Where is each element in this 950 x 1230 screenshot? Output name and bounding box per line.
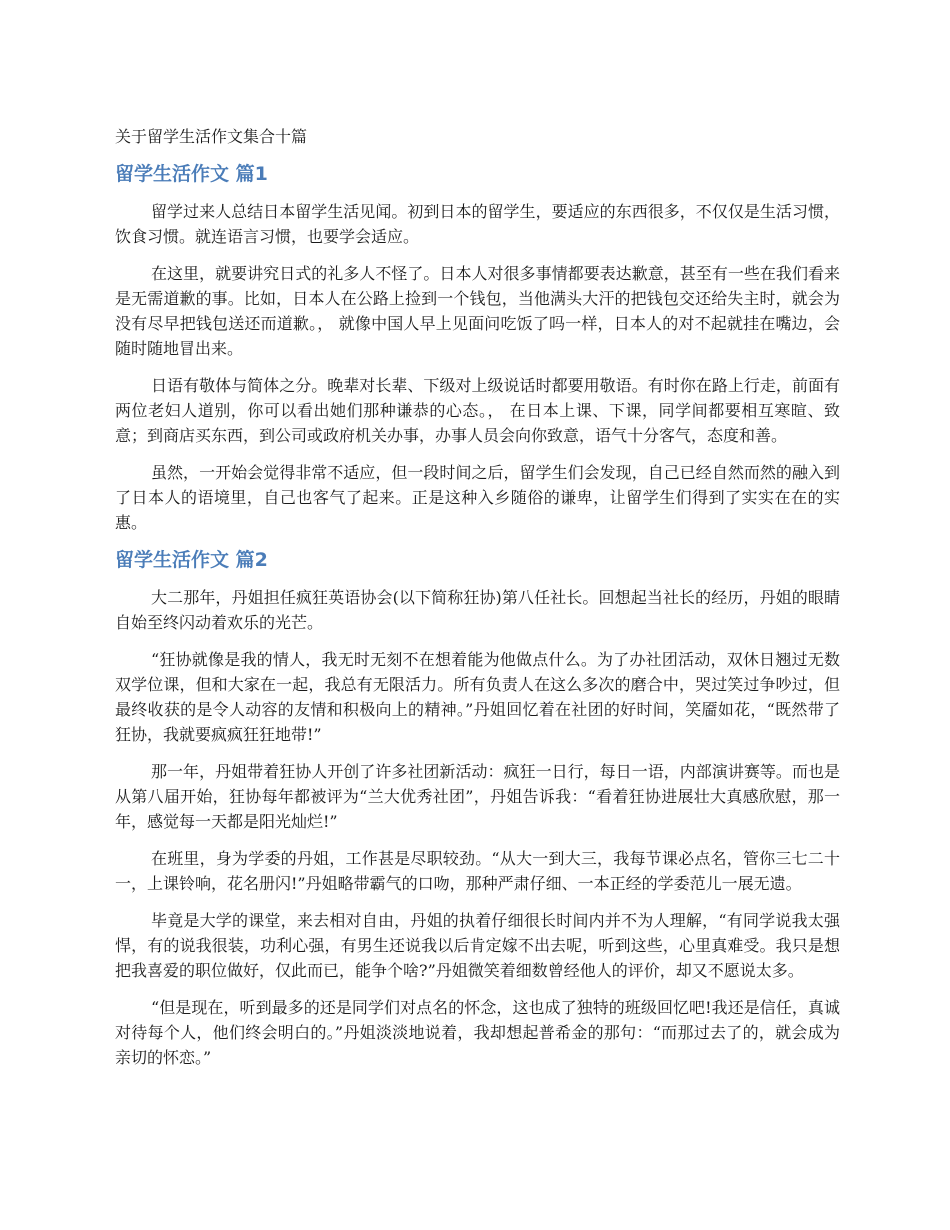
document-title: 关于留学生活作文集合十篇: [115, 127, 308, 146]
section-heading: 留学生活作文 篇1: [115, 163, 268, 185]
paragraph: 在这里，就要讲究日式的礼多人不怪了。日本人对很多事情都要表达歉意，甚至有一些在我们看来是无需道歉的事。比如，日本人在公路上捡到一个钱包，当他满头大汗的把钱包交还给失主时，就会为没有尽早把钱包送还而道歉。， 就像中国人早上见面问吃饭了吗一样，日本人的对不起就挂在嘴边，会随时随地冒出来。: [115, 264, 840, 358]
essay-section-1: [115, 161, 840, 535]
paragraph: 日语有敬体与简体之分。晚辈对长辈、下级对上级说话时都要用敬语。有时你在路上行走，前面有两位老妇人道别，你可以看出她们那种谦恭的心态。， 在日本上课、下课，同学间都要相互寒暄、致意；到商店买东西，到公司或政府机关办事，办事人员会向你致意，语气十分客气，态度和善。: [115, 376, 840, 445]
paragraph: 留学过来人总结日本留学生活见闻。初到日本的留学生，要适应的东西很多，不仅仅是生活习惯，饮食习惯。就连语言习惯，也要学会适应。: [115, 202, 840, 246]
paragraph: 虽然，一开始会觉得非常不适应，但一段时间之后，留学生们会发现，自己已经自然而然的融入到了日本人的语境里，自己也客气了起来。正是这种入乡随俗的谦卑，让留学生们得到了实实在在的实惠。: [115, 463, 840, 532]
essay-section-2: [115, 547, 840, 1070]
paragraph: “但是现在，听到最多的还是同学们对点名的怀念，这也成了独特的班级回忆吧!我还是信任，真诚对待每个人，他们终会明白的。”丹姐淡淡地说着，我却想起普希金的那句：“而那过去了的，就会成为亲切的怀恋。”: [115, 998, 840, 1067]
paragraph: “狂协就像是我的情人，我无时无刻不在想着能为他做点什么。为了办社团活动，双休日翘过无数双学位课，但和大家在一起，我总有无限活力。所有负责人在这么多次的磨合中，哭过笑过争吵过，但最终收获的是令人动容的友情和积极向上的精神。”丹姐回忆着在社团的好时间，笑靥如花，“既然带了狂协，我就要疯疯狂狂地带!”: [115, 650, 840, 744]
paragraph: 大二那年，丹姐担任疯狂英语协会(以下简称狂协)第八任社长。回想起当社长的经历，丹姐的眼睛自始至终闪动着欢乐的光芒。: [115, 588, 840, 632]
paragraph: 在班里，身为学委的丹姐，工作甚是尽职较劲。“从大一到大三，我每节课必点名，管你三七二十一，上课铃响，花名册闪!”丹姐略带霸气的口吻，那种严肃仔细、一本正经的学委范儿一展无遗。: [115, 849, 840, 893]
section-heading: 留学生活作文 篇2: [115, 549, 268, 571]
paragraph: 毕竟是大学的课堂，来去相对自由，丹姐的执着仔细很长时间内并不为人理解，“有同学说我太强悍，有的说我很装，功利心强，有男生还说我以后肯定嫁不出去呢，听到这些，心里真难受。我只是想把我喜爱的职位做好，仅此而已，能争个啥?”丹姐微笑着细数曾经他人的评价，却又不愿说太多。: [115, 911, 840, 980]
document-page: [115, 125, 840, 1082]
paragraph: 那一年，丹姐带着狂协人开创了许多社团新活动：疯狂一日行，每日一语，内部演讲赛等。而也是从第八届开始，狂协每年都被评为“兰大优秀社团”，丹姐告诉我：“看着狂协进展壮大真感欣慰，那一年，感觉每一天都是阳光灿烂!”: [115, 762, 840, 831]
